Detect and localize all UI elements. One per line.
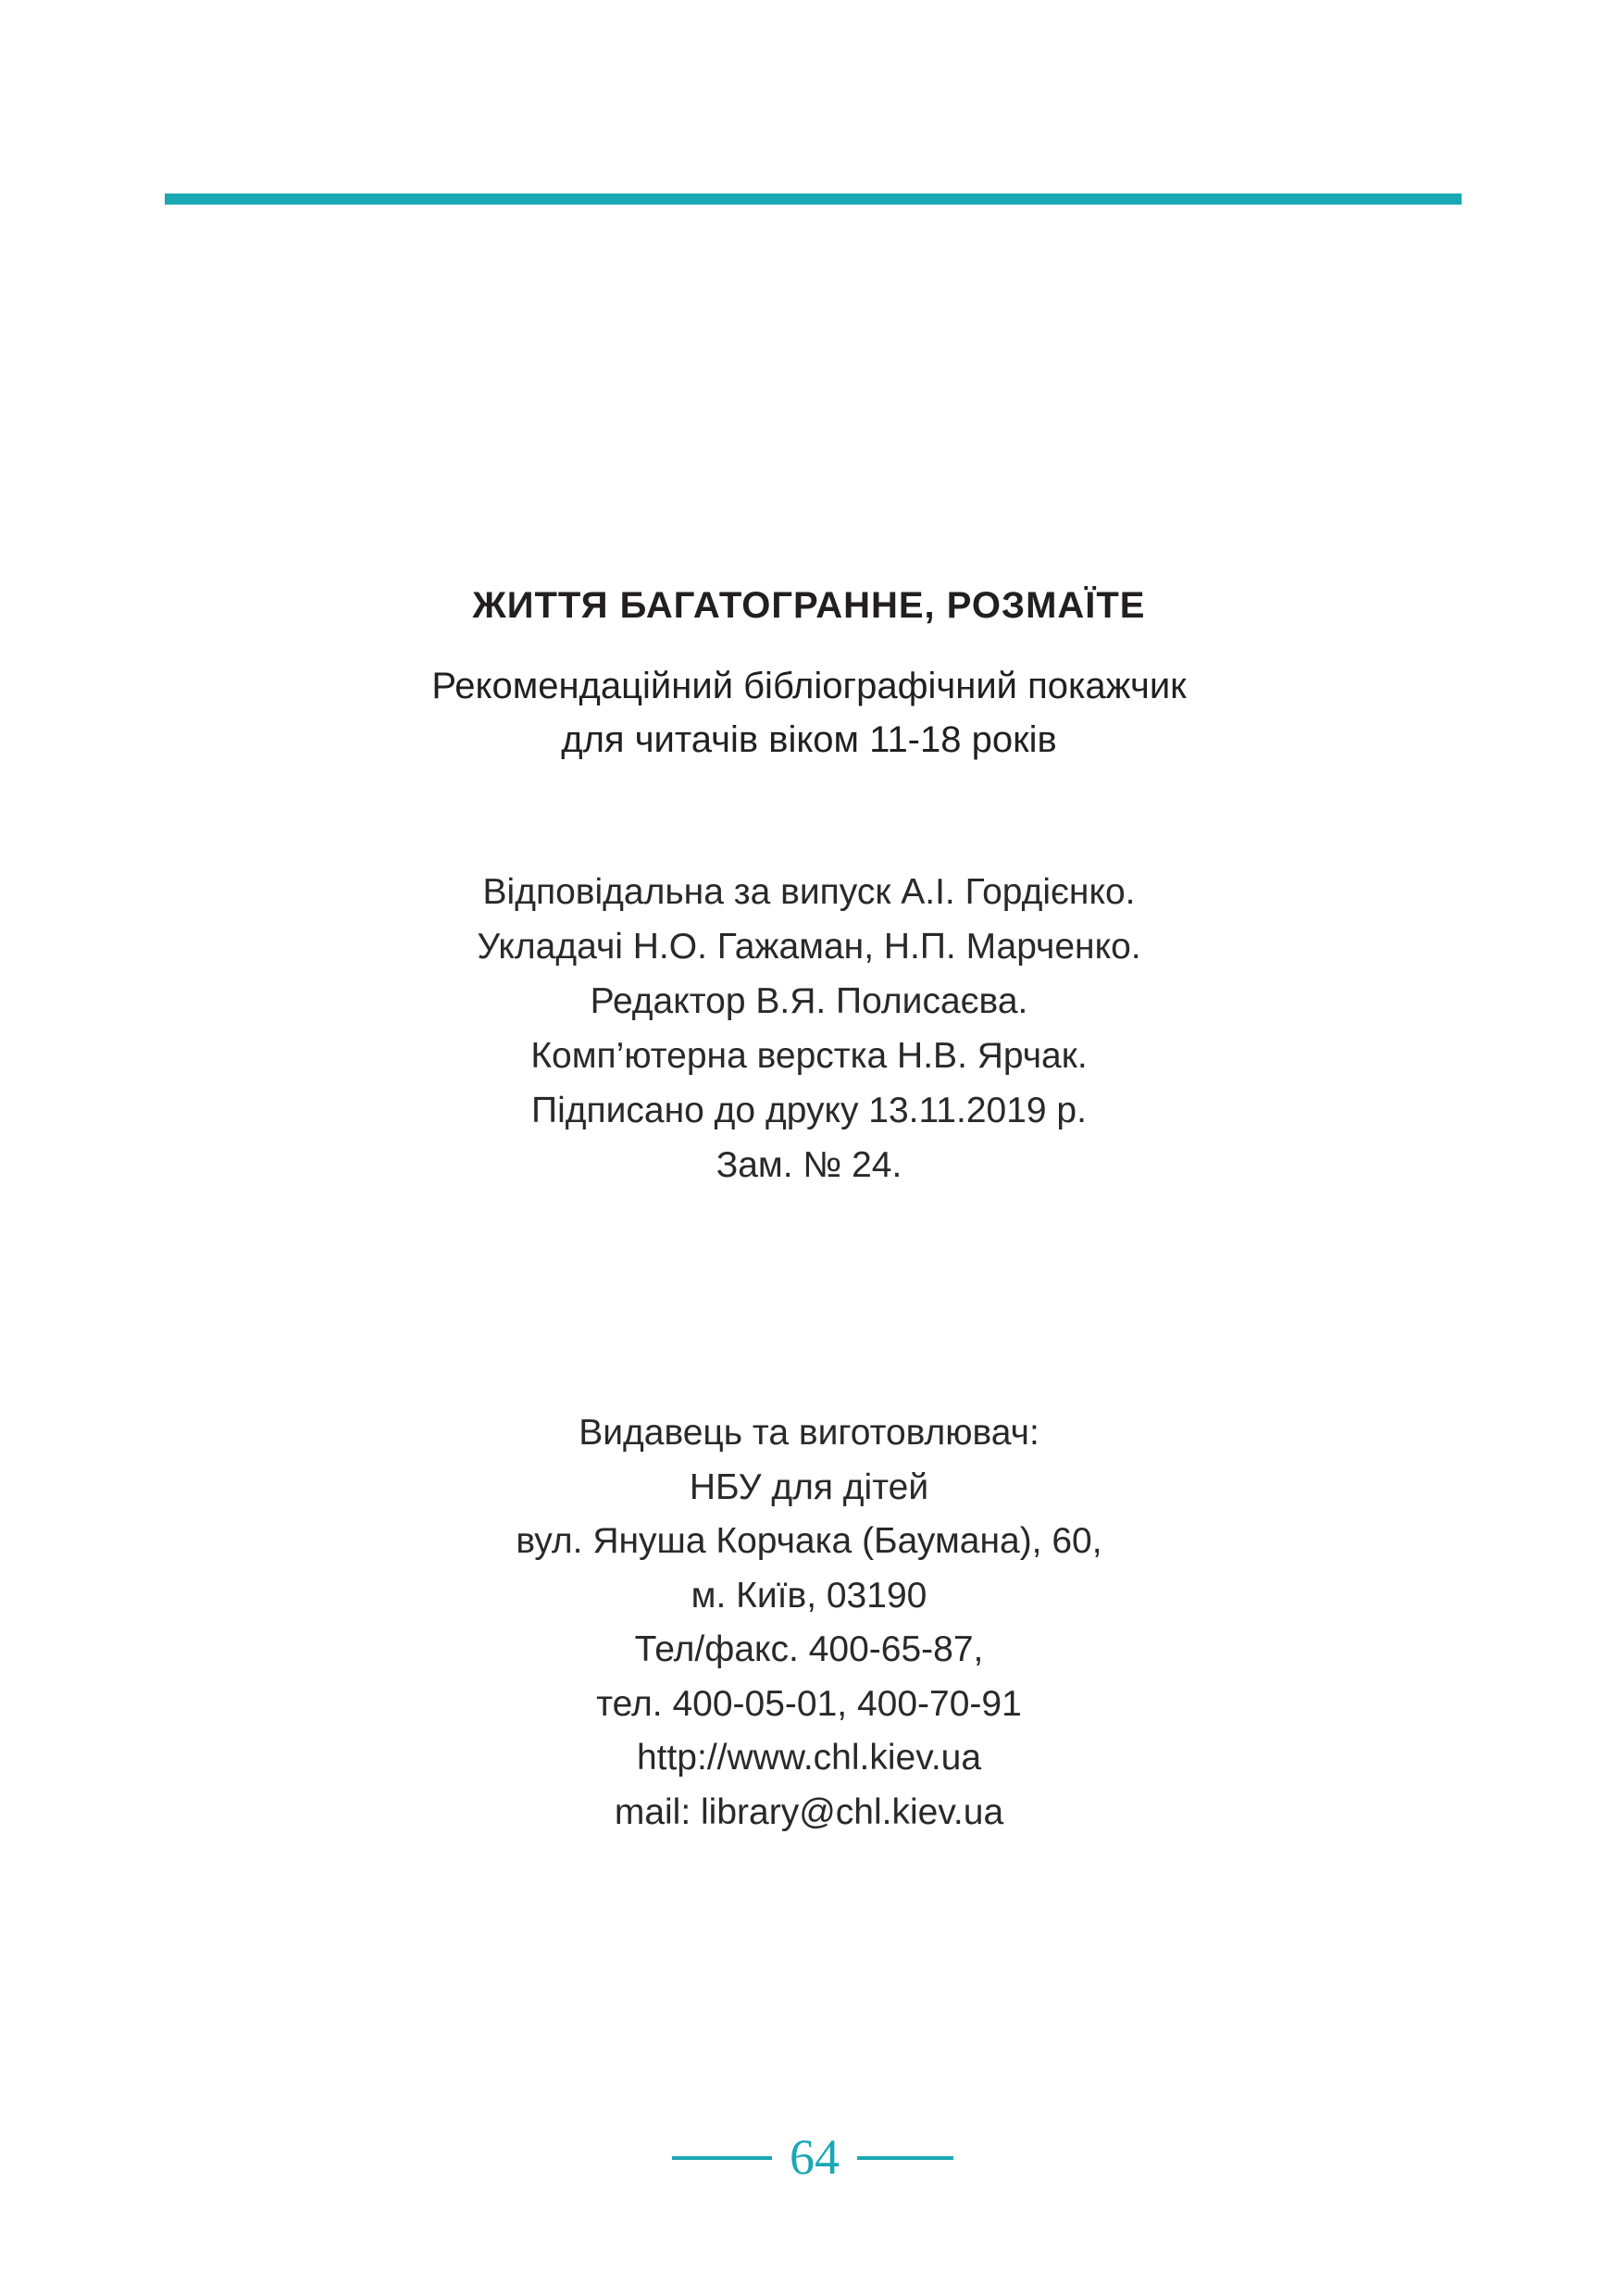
imprint-block [0,865,1618,1192]
imprint-line: Комп’ютерна верстка Н.В. Ярчак. [530,1036,1088,1076]
imprint-line: Укладачі Н.О. Гажаман, Н.П. Марченко. [477,927,1141,967]
imprint-line: Відповідальна за випуск А.І. Гордієнко. [482,872,1136,912]
publisher-block [0,1406,1618,1840]
publisher-line: Тел/факс. 400-65-87, [634,1629,984,1669]
imprint-line: Підписано до друку 13.11.2019 р. [531,1091,1087,1130]
book-title: ЖИТТЯ БАГАТОГРАННЕ, РОЗМАЇТЕ [472,585,1146,626]
imprint-line: Зам. № 24. [716,1145,902,1185]
subtitle-line: Рекомендаційний бібліографічний покажчик [431,666,1187,706]
footer-rule-right [857,2156,953,2160]
subtitle-line: для читачів віком 11-18 років [561,719,1057,760]
publisher-line: НБУ для дітей [689,1466,929,1507]
publisher-email[interactable]: mail: library@chl.kiev.ua [614,1791,1004,1832]
page-footer [0,2126,1618,2190]
publisher-line: Видавець та виготовлювач: [579,1413,1039,1453]
publisher-line: вул. Януша Корчака (Баумана), 60, [516,1521,1102,1561]
book-subtitle [0,659,1618,767]
top-decorative-rule [165,193,1462,205]
footer-rule-left [672,2156,772,2160]
publisher-website[interactable]: http://www.chl.kiev.ua [636,1738,982,1778]
page-number: 64 [790,2129,840,2185]
imprint-line: Редактор В.Я. Полисаєва. [590,981,1028,1021]
publisher-line: м. Київ, 03190 [691,1575,927,1616]
publisher-line: тел. 400-05-01, 400-70-91 [596,1683,1022,1724]
